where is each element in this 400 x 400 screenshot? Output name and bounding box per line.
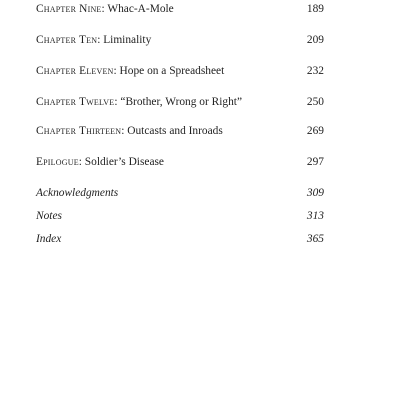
page-number: 250 xyxy=(306,96,324,108)
chapter-label: Chapter Twelve xyxy=(36,96,115,108)
toc-entry-chapter-eleven[interactable] xyxy=(36,62,324,80)
chapter-label: Epilogue xyxy=(36,156,79,168)
chapter-label: Chapter Ten xyxy=(36,34,98,46)
page-number: 297 xyxy=(306,156,324,168)
back-matter-title: Index xyxy=(36,233,62,245)
page-number: 269 xyxy=(306,125,324,137)
chapter-title: “Brother, Wrong or Right” xyxy=(120,96,243,108)
toc-entry-acknowledgments[interactable] xyxy=(36,184,324,202)
toc-entry-chapter-twelve[interactable] xyxy=(36,93,324,111)
toc-entry-chapter-thirteen[interactable] xyxy=(36,122,324,140)
toc-entry-text: Chapter Eleven: Hope on a Spreadsheet xyxy=(36,65,225,77)
toc-entry-text: Chapter Ten: Liminality xyxy=(36,34,152,46)
page-number: 313 xyxy=(306,210,324,222)
page-number: 189 xyxy=(306,3,324,15)
toc-entry-epilogue[interactable] xyxy=(36,153,324,171)
toc-entry-text: Chapter Nine: Whac-A-Mole xyxy=(36,3,174,15)
page-number: 309 xyxy=(306,187,324,199)
toc-entry-index[interactable] xyxy=(36,230,324,248)
chapter-title: Whac-A-Mole xyxy=(107,3,174,15)
toc-entry-chapter-ten[interactable] xyxy=(36,31,324,49)
toc-entry-text: Chapter Thirteen: Outcasts and Inroads xyxy=(36,125,223,137)
chapter-label: Chapter Eleven xyxy=(36,65,114,77)
chapter-title: Outcasts and Inroads xyxy=(127,125,223,137)
chapter-label: Chapter Nine xyxy=(36,3,102,15)
page-number: 209 xyxy=(306,34,324,46)
back-matter-title: Acknowledgments xyxy=(36,187,119,199)
chapter-label: Chapter Thirteen xyxy=(36,125,122,137)
chapter-title: Hope on a Spreadsheet xyxy=(119,65,225,77)
page-number: 365 xyxy=(306,233,324,245)
chapter-title: Liminality xyxy=(103,34,152,46)
table-of-contents xyxy=(36,0,324,400)
toc-entry-text: Epilogue: Soldier’s Disease xyxy=(36,156,164,168)
back-matter-title: Notes xyxy=(36,210,62,222)
page-number: 232 xyxy=(306,65,324,77)
chapter-title: Soldier’s Disease xyxy=(84,156,164,168)
toc-entry-notes[interactable] xyxy=(36,207,324,225)
toc-entry-text: Chapter Twelve: “Brother, Wrong or Right” xyxy=(36,96,243,108)
toc-entry-chapter-nine[interactable] xyxy=(36,0,324,18)
